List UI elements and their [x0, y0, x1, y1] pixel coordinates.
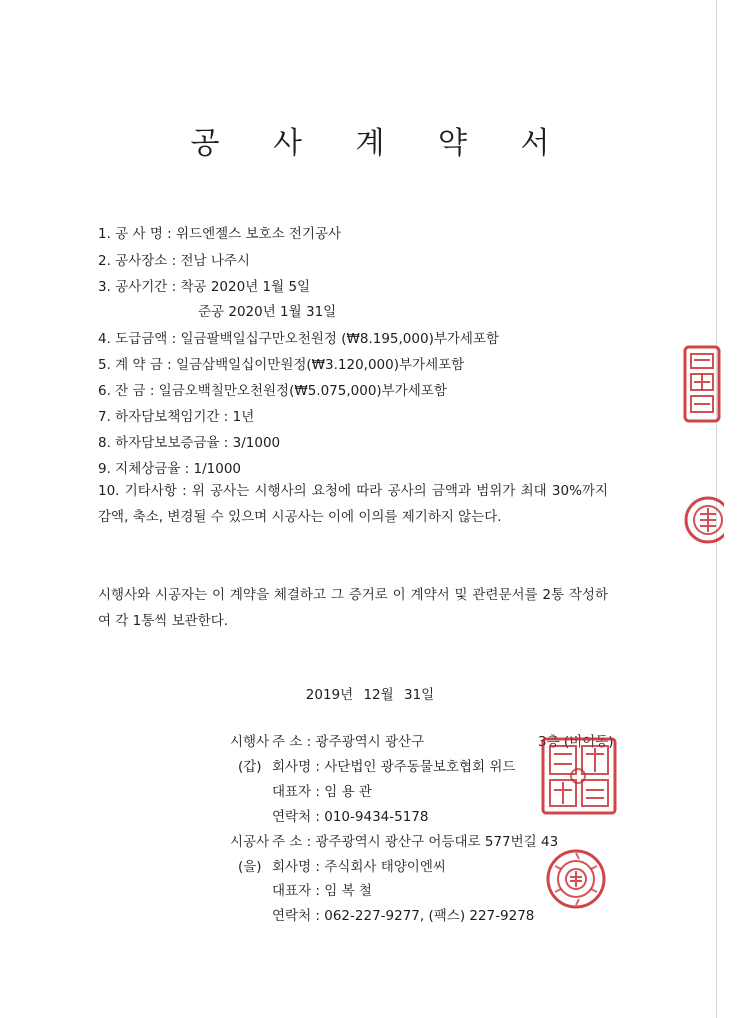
closing-statement: 시행사와 시공자는 이 계약을 체결하고 그 증거로 이 계약서 및 관련문서를 2통 작성하여 각 1통씩 보관한다. — [98, 587, 608, 629]
client-address: 주 소 : 광주광역시 광산구 — [272, 734, 425, 750]
contractor-ceo: 대표자 : 임 복 철 — [272, 883, 372, 899]
item-warranty-period: 7. 하자담보책임기간 : 1년 — [98, 409, 255, 425]
contractor-contact: 연락처 : 062-227-9277, (팩스) 227-9278 — [272, 908, 535, 924]
redacted-address — [435, 728, 535, 746]
item-deposit: 5. 계 약 금 : 일금삼백일십이만원정(₩3.120,000)부가세포함 — [98, 357, 465, 373]
client-company: 회사명 : 사단법인 광주동물보호협회 위드 — [272, 759, 516, 775]
client-ceo: 대표자 : 임 용 관 — [272, 784, 372, 800]
item-project-period-start: 3. 공사기간 : 착공 2020년 1월 5일 — [98, 279, 311, 295]
client-contact: 연락처 : 010-9434-5178 — [272, 809, 429, 825]
item-balance: 6. 잔 금 : 일금오백칠만오천원정(₩5.075,000)부가세포함 — [98, 383, 447, 399]
client-party: (갑) — [238, 759, 262, 775]
contractor-company-seal-icon — [545, 848, 607, 910]
document-title: 공 사 계 약 서 — [190, 126, 572, 161]
item-warranty-rate: 8. 하자담보보증금율 : 3/1000 — [98, 435, 281, 451]
contractor-address: 주 소 : 광주광역시 광산구 어등대로 577번길 43 — [272, 834, 559, 850]
item-delay-penalty: 9. 지체상금율 : 1/1000 — [98, 461, 242, 477]
contract-date: 2019년 12월 31일 — [305, 687, 435, 703]
client-company-seal-icon — [540, 736, 618, 816]
item-project-location: 2. 공사장소 : 전남 나주시 — [98, 253, 250, 269]
margin-seal-round-icon — [684, 488, 724, 552]
item-project-name: 1. 공 사 명 : 위드엔젤스 보호소 전기공사 — [98, 226, 342, 242]
contractor-party: (을) — [238, 859, 262, 875]
client-address-tail: 3층 (비이동) — [538, 734, 614, 750]
item-project-period-end: 준공 2020년 1월 31일 — [198, 304, 337, 320]
contractor-company: 회사명 : 주식회사 태양이엔씨 — [272, 859, 446, 875]
item-other-terms: 10. 기타사항 : 위 공사는 시행사의 요청에 따라 공사의 금액과 범위가 최대 30%까지 감액, 축소, 변경될 수 있으며 시공사는 이에 이의를 제기하지 않는다. — [98, 483, 608, 525]
margin-seal-square-icon — [682, 344, 722, 424]
contractor-role: 시공사 — [230, 834, 270, 850]
client-role: 시행사 — [230, 734, 270, 750]
item-contract-amount: 4. 도급금액 : 일금팔백일십구만오천원정 (₩8.195,000)부가세포함 — [98, 331, 500, 347]
